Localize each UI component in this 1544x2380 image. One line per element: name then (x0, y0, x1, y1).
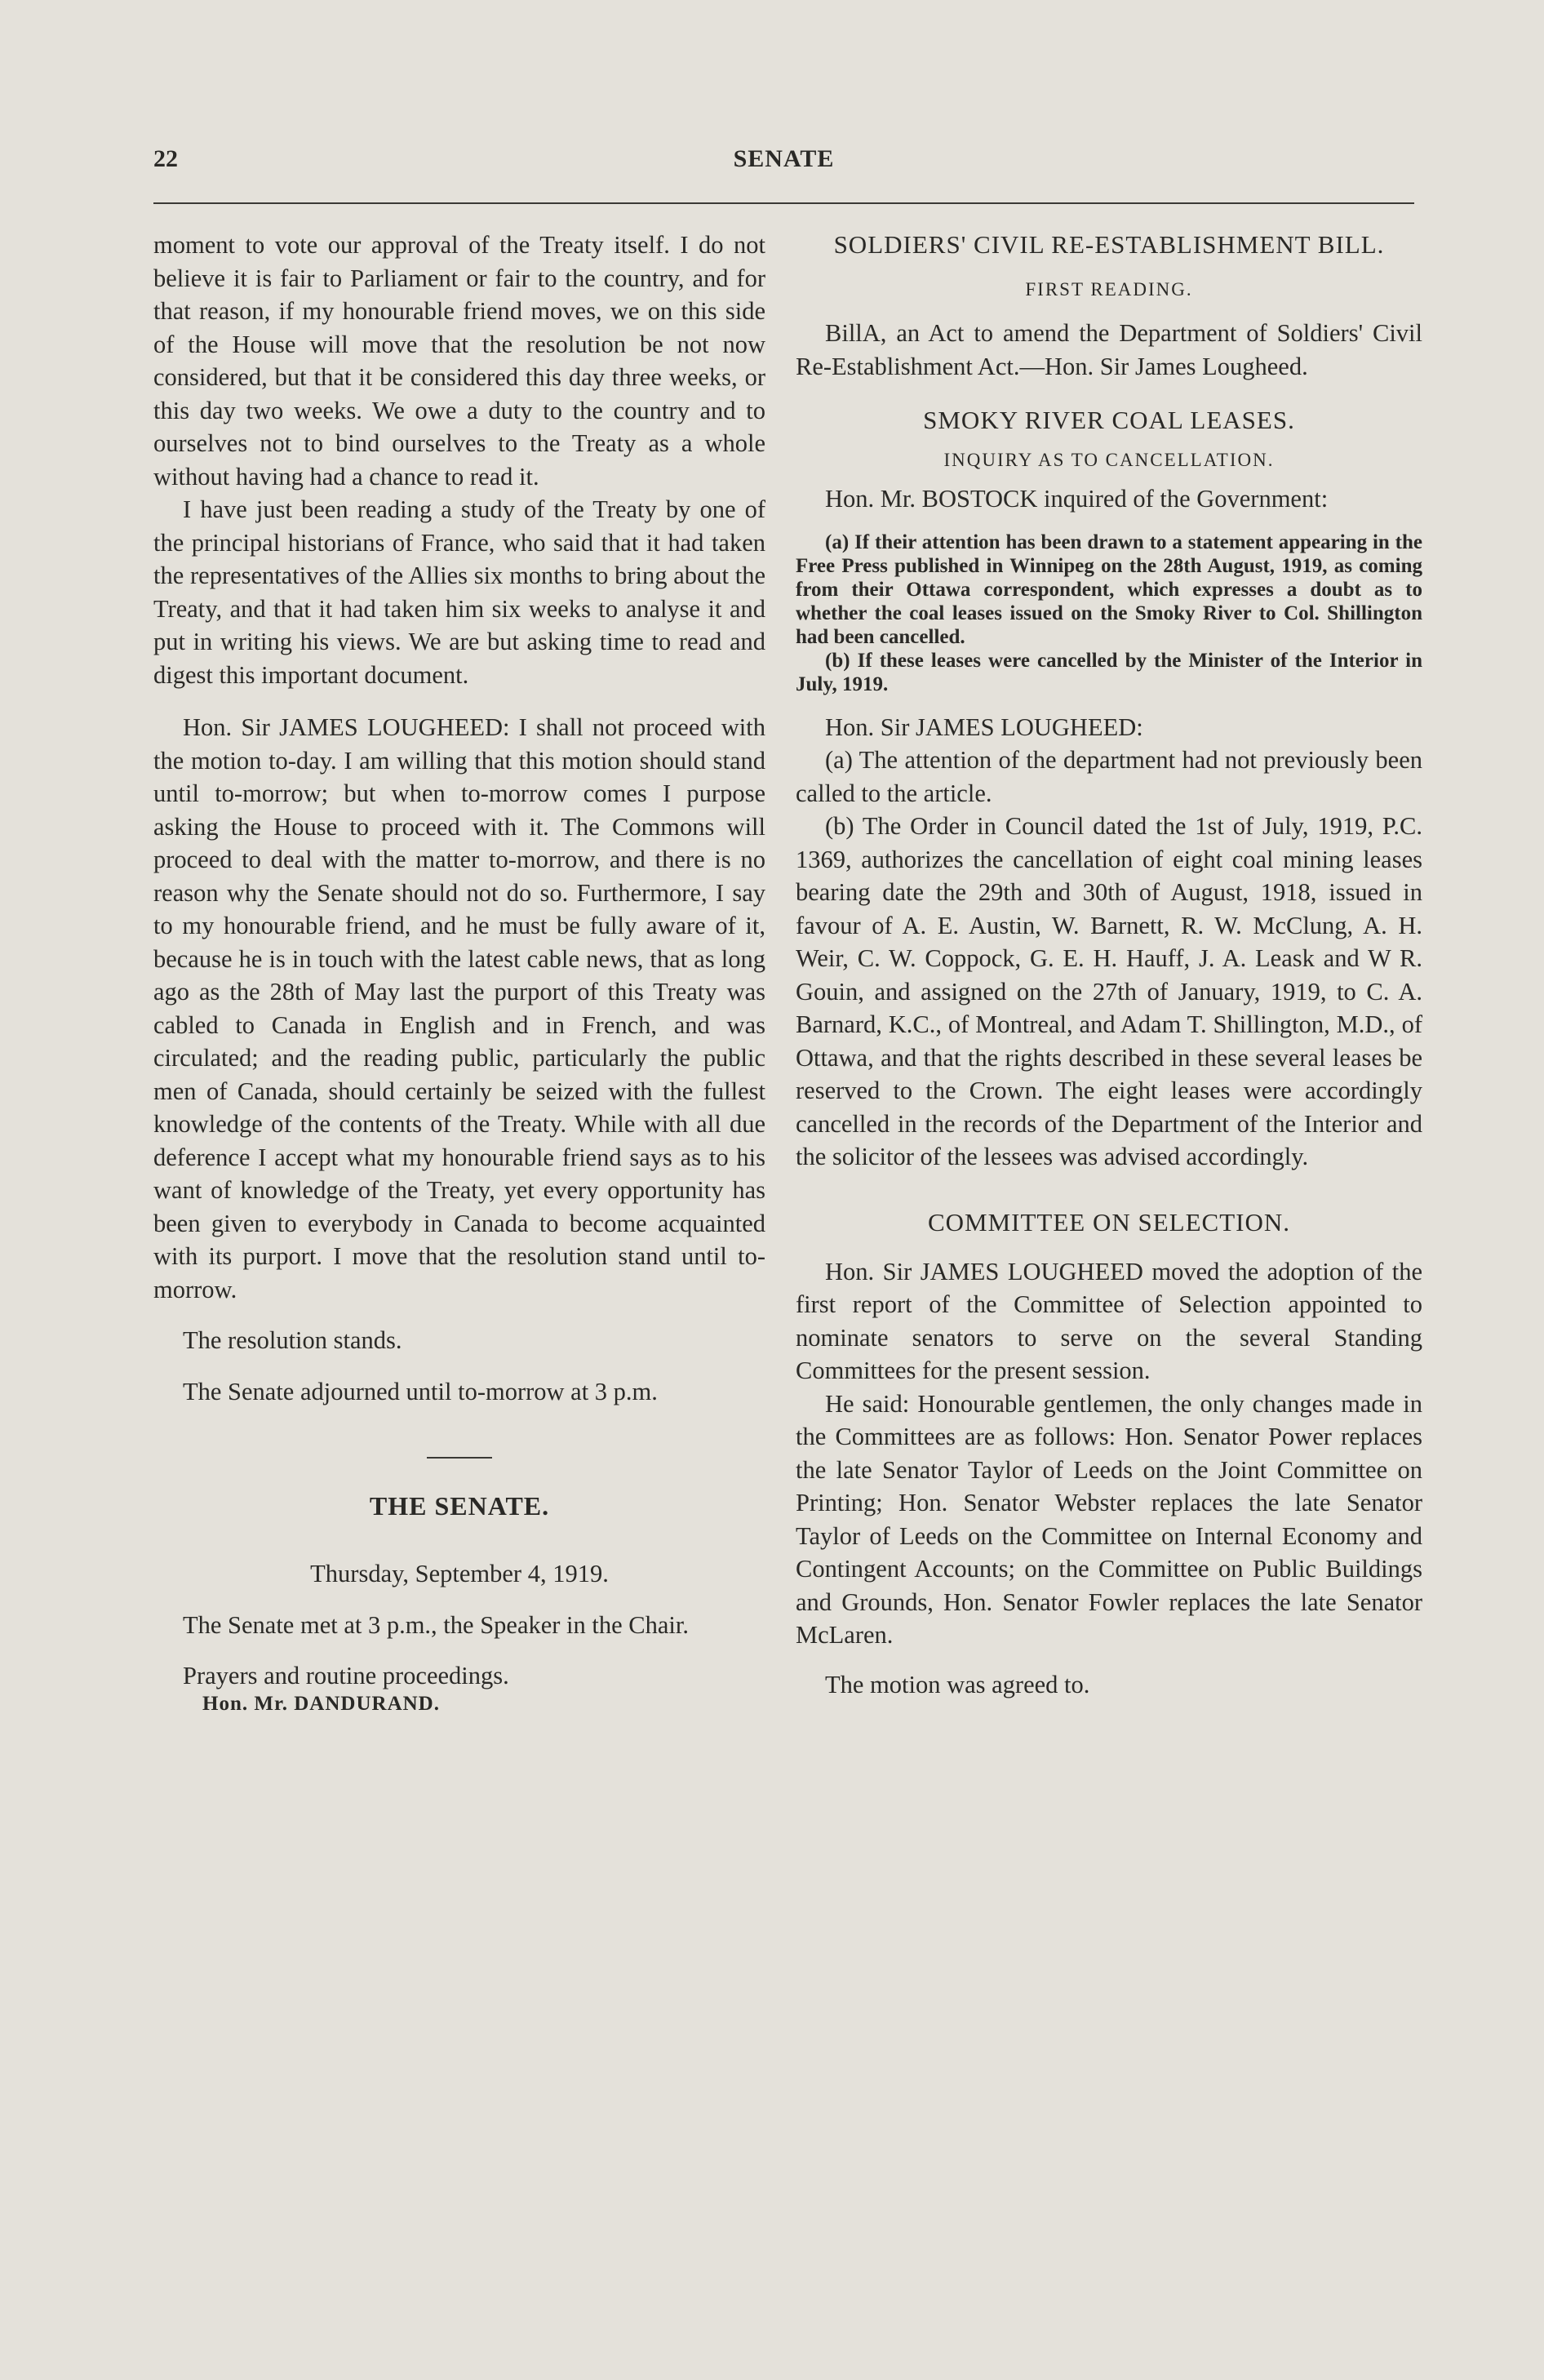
answer-a: (a) The attention of the department had not previously been called to the article. (796, 746, 1422, 807)
inquiry-text: Hon. Mr. BOSTOCK inquired of the Government: (825, 485, 1329, 513)
question-a: (a) If their attention has been drawn to a statement appearing in the Free Press published in Winnipeg on the 28th August, 1919, as coming from their Ottawa correspondent, which expresses a doubt as to whether the coal leases issued on the Smoky River to Col. Shillington had been cancelled. (796, 531, 1422, 648)
senate-met: The Senate met at 3 p.m., the Speaker in the Chair. (183, 1610, 689, 1639)
resolution-stands: The resolution stands. (183, 1326, 402, 1354)
bill-text: BillA, an Act to amend the Department of Soldiers' Civil Re-Establishment Act.—Hon. Sir James Lougheed. (796, 319, 1422, 380)
running-head: SENATE (733, 145, 835, 172)
section-subheading: FIRST READING. (1025, 279, 1193, 300)
committee-changes: He said: Honourable gentlemen, the only changes made in the Committees are as follows: Hon. Senator Power replaces the late Senator Taylor of Leeds on the Joint Committee on Printing; Hon. Senator Webster replaces the late Senator Taylor of Leeds on the Committee on Internal Economy and Contingent Accounts; on the Committee on Public Buildings and Grounds, Hon. Senator Fowler replaces the late Senator McLaren. (796, 1389, 1422, 1649)
committee-motion: Hon. Sir JAMES LOUGHEED moved the adoption of the first report of the Committee of Selection appointed to nominate senators to serve on the several Standing Committees for the present session. (796, 1257, 1422, 1384)
motion-agreed: The motion was agreed to. (825, 1670, 1090, 1698)
question-b: (b) If these leases were cancelled by the Minister of the Interior in July, 1919. (796, 649, 1422, 695)
section-divider (427, 1457, 492, 1459)
section-heading: SMOKY RIVER COAL LEASES. (923, 406, 1295, 434)
paragraph: I have just been reading a study of the Treaty by one of the principal historians of France, who said that it had taken the representatives of the Allies six months to bring about the Treaty, and that it had taken him six weeks to analyse it and put in writing his views. We are but asking time to read and digest this important document. (153, 495, 765, 689)
section-subheading: INQUIRY AS TO CANCELLATION. (943, 450, 1275, 470)
lougheed-statement: Hon. Sir JAMES LOUGHEED: I shall not proceed with the motion to-day. I am willing that this motion should stand until to-morrow; but when to-morrow comes I purpose asking the House to proceed with it. The Commons will proceed to deal with the matter to-morrow, and there is no reason why the Senate should not do so. Furthermore, I say to my honourable friend, and he must be fully aware of it, because he is in touch with the latest cable news, that as long ago as the 28th of May last the purport of this Treaty was cabled to Canada in English and in French, and was circulated; and the reading public, particularly the public men of Canada, should certainly be seized with the fullest knowledge of the contents of the Treaty. While with all due deference I accept what my honourable friend says as to his want of knowledge of the Treaty, yet every opportunity has been given to everybody in Canada to become acquainted with its purport. I move that the resolution stand until to-morrow. (153, 713, 765, 1303)
paragraph: moment to vote our approval of the Treaty itself. I do not believe it is fair to Parliament or fair to the country, and for that reason, if my honourable friend moves, we on this side of the House will move that the resolution be not now considered, but that it be considered this day three weeks, or this day two weeks. We owe a duty to the country and to ourselves not to bind ourselves to the Treaty as a whole without having had a chance to read it. (153, 231, 765, 491)
page-number: 22 (153, 145, 178, 172)
section-heading: SOLDIERS' CIVIL RE-ESTABLISHMENT BILL. (833, 230, 1385, 259)
right-column (796, 229, 1422, 1701)
senate-heading: THE SENATE. (369, 1491, 550, 1521)
speaker-name: Hon. Mr. DANDURAND. (202, 1692, 440, 1715)
prayers: Prayers and routine proceedings. (183, 1662, 509, 1690)
session-date: Thursday, September 4, 1919. (310, 1560, 609, 1587)
answer-speaker: Hon. Sir JAMES LOUGHEED: (825, 713, 1143, 741)
answer-b: (b) The Order in Council dated the 1st of July, 1919, P.C. 1369, authorizes the cancellation of eight coal mining leases bearing date the 29th and 30th of August, 1918, issued in favour of A. E. Austin, W. Barnett, R. W. McClung, A. H. Weir, C. W. Coppock, G. E. H. Hauff, J. A. Leask and W R. Gouin, and assigned on the 27th of January, 1919, to C. A. Barnard, K.C., of Montreal, and Adam T. Shillington, M.D., of Ottawa, and that the rights described in these several leases be reserved to the Crown. The eight leases were accordingly cancelled in the records of the Department of the Interior and the solicitor of the lessees was advised accordingly. (796, 812, 1422, 1170)
header-rule (153, 202, 1414, 204)
left-column (153, 229, 765, 1716)
page-header (153, 145, 1414, 186)
section-heading: COMMITTEE ON SELECTION. (927, 1207, 1291, 1237)
adjournment: The Senate adjourned until to-morrow at 3 p.m. (183, 1377, 658, 1405)
